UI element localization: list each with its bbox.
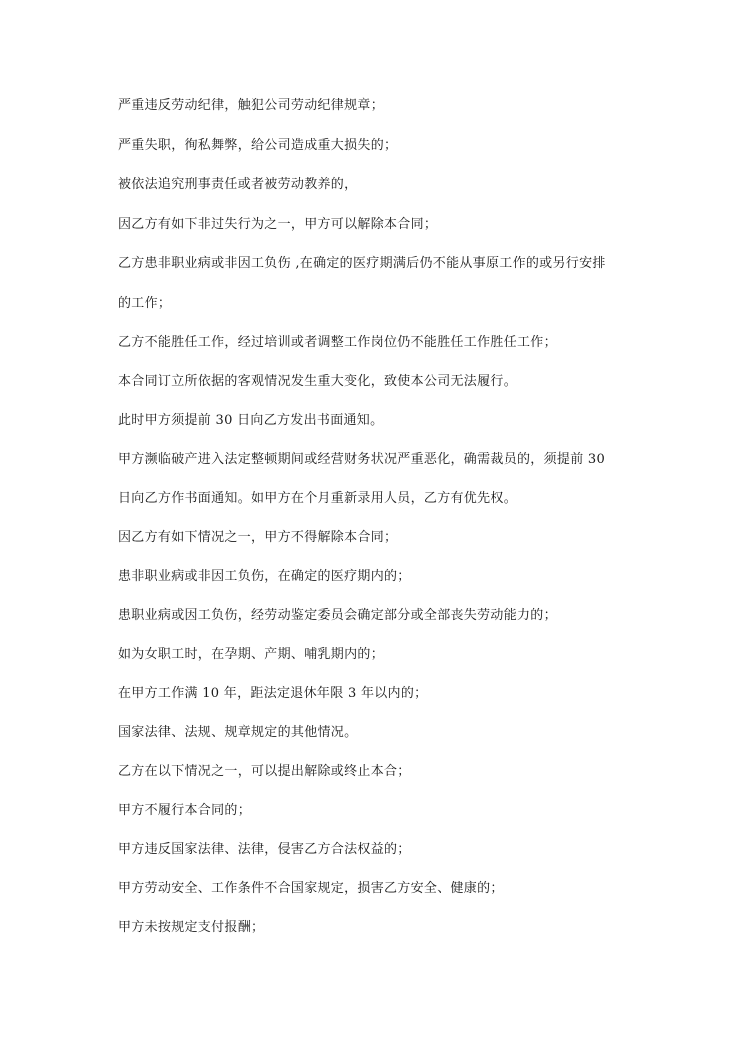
text-line: 日向乙方作书面通知。如甲方在个月重新录用人员，乙方有优先权。	[118, 491, 518, 506]
text-line: 甲方劳动安全、工作条件不合国家规定，损害乙方安全、健康的；	[118, 881, 504, 896]
text-line: 甲方未按规定支付报酬；	[118, 920, 265, 935]
text-line: 乙方不能胜任工作，经过培训或者调整工作岗位仍不能胜任工作胜任工作；	[118, 335, 557, 350]
text-line: 因乙方有如下非过失行为之一，甲方可以解除本合同；	[118, 217, 438, 232]
text-line: 如为女职工时，在孕期、产期、哺乳期内的；	[118, 647, 385, 662]
text-line: 本合同订立所依据的客观情况发生重大变化，致使本公司无法履行。	[118, 374, 518, 389]
text-line: 被依法追究刑事责任或者被劳动教养的，	[118, 177, 358, 192]
text-line: 甲方濒临破产进入法定整顿期间或经营财务状况严重恶化，确需裁员的，须提前 30	[118, 452, 606, 467]
text-line: 患职业病或因工负伤，经劳动鉴定委员会确定部分或全部丧失劳动能力的；	[118, 608, 557, 623]
text-line: 甲方不履行本合同的；	[118, 803, 252, 818]
text-line: 乙方患非职业病或非因工负伤 ,在确定的医疗期满后仍不能从事原工作的或另行安排	[118, 256, 606, 271]
text-line: 在甲方工作满 10 年，距法定退休年限 3 年以内的；	[118, 686, 428, 701]
text-line: 甲方违反国家法律、法律，侵害乙方合法权益的；	[118, 842, 411, 857]
text-line: 因乙方有如下情况之一，甲方不得解除本合同；	[118, 530, 398, 545]
text-line: 的工作；	[118, 296, 172, 311]
text-line: 乙方在以下情况之一，可以提出解除或终止本合；	[118, 764, 411, 779]
text-line: 严重违反劳动纪律，触犯公司劳动纪律规章；	[118, 98, 385, 113]
text-line: 国家法律、法规、规章规定的其他情况。	[118, 725, 358, 740]
text-line: 此时甲方须提前 30 日向乙方发出书面通知。	[118, 413, 384, 428]
text-line: 患非职业病或非因工负伤，在确定的医疗期内的；	[118, 569, 411, 584]
text-line: 严重失职，徇私舞弊，给公司造成重大损失的；	[118, 138, 398, 153]
